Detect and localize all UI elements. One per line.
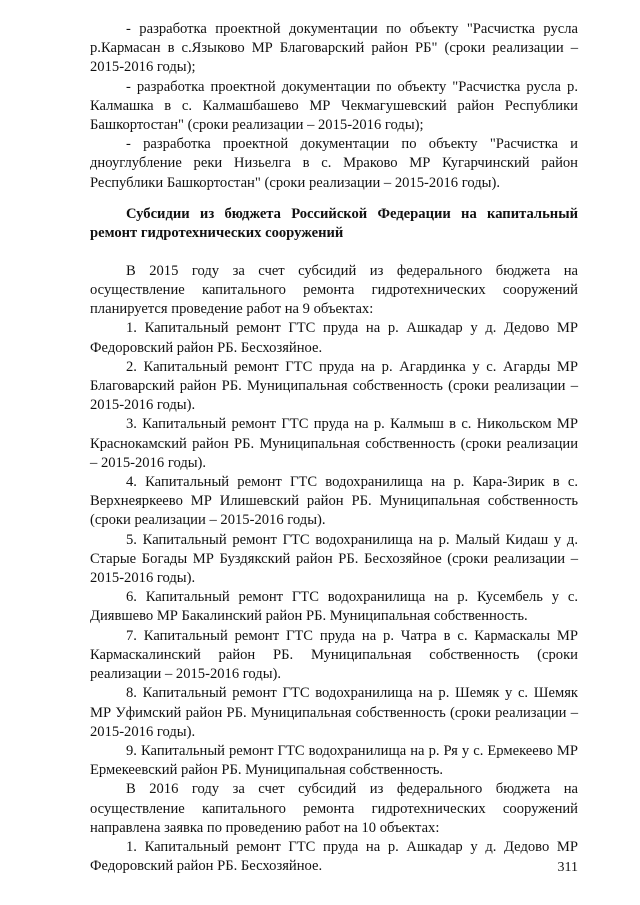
list-item-2015: 2. Капитальный ремонт ГТС пруда на р. Агардинка у с. Агарды МР Благоварский район РБ. Муниципальная собственность (сроки реализации – 2015-2016 годы). <box>90 358 578 414</box>
list-item-2016: 1. Капитальный ремонт ГТС пруда на р. Ашкадар у д. Дедово МР Федоровский район РБ. Бесхозяйное. <box>90 838 578 875</box>
bullet-item: - разработка проектной документации по объекту "Расчистка русла р.Кармасан в с.Языково МР Благоварский район РБ" (сроки реализации – 2015-2016 годы); <box>90 21 578 76</box>
list-item-2015: 7. Капитальный ремонт ГТС пруда на р. Чатра в с. Кармаскалы МР Кармаскалинский район РБ. Муниципальная собственность (сроки реализации – 2015-2016 годы). <box>90 627 578 683</box>
page-number: 311 <box>557 860 578 875</box>
bullet-item: - разработка проектной документации по объекту "Расчистка русла р. Калмашка в с. Калмашбашево МР Чекмагушевский район Республики Башкортостан" (сроки реализации – 2015-2016 годы); <box>90 78 578 134</box>
list-item-2015: 5. Капитальный ремонт ГТС водохранилища на р. Малый Кидаш у д. Старые Богады МР Буздякский район РБ. Бесхозяйное (сроки реализации – 2015-2016 годы). <box>90 531 578 587</box>
list-item-2015: 1. Капитальный ремонт ГТС пруда на р. Ашкадар у д. Дедово МР Федоровский район РБ. Бесхозяйное. <box>90 320 578 356</box>
list-item-2015: 3. Капитальный ремонт ГТС пруда на р. Калмыш в с. Никольском МР Краснокамский район РБ. Муниципальная собственность (сроки реализации – 2015-2016 годы). <box>90 416 578 471</box>
list-item-2015: 6. Капитальный ремонт ГТС водохранилища на р. Кусембель у с. Диявшево МР Бакалинский район РБ. Муниципальная собственность. <box>90 589 578 625</box>
intro-paragraph-2016: В 2016 году за счет субсидий из федерального бюджета на осуществление капитального ремонта гидротехнических сооружений направлена заявка по проведению работ на 10 объектах: <box>90 781 578 836</box>
document-page <box>90 20 578 876</box>
section-heading: Субсидии из бюджета Российской Федерации на капитальный ремонт гидротехнических сооружений <box>90 205 578 241</box>
list-item-2015: 9. Капитальный ремонт ГТС водохранилища на р. Ря у с. Ермекеево МР Ермекеевский район РБ. Муниципальная собственность. <box>90 742 578 779</box>
intro-paragraph-2015: В 2015 году за счет субсидий из федерального бюджета на осуществление капитального ремонта гидротехнических сооружений планируется проведение работ на 9 объектах: <box>90 262 578 318</box>
list-item-2015: 4. Капитальный ремонт ГТС водохранилища на р. Кара-Зирик в с. Верхнеяркеево МР Илишевский район РБ. Муниципальная собственность (сроки реализации – 2015-2016 годы). <box>90 474 578 529</box>
bullet-item: - разработка проектной документации по объекту "Расчистка и дноуглубление реки Низьелга в с. Мраково МР Кугарчинский район Республики Башкортостан" (сроки реализации – 2015-2016 годы). <box>90 136 578 191</box>
list-item-2015: 8. Капитальный ремонт ГТС водохранилища на р. Шемяк у с. Шемяк МР Уфимский район РБ. Муниципальная собственность (сроки реализации – 2015-2016 годы). <box>90 685 578 740</box>
